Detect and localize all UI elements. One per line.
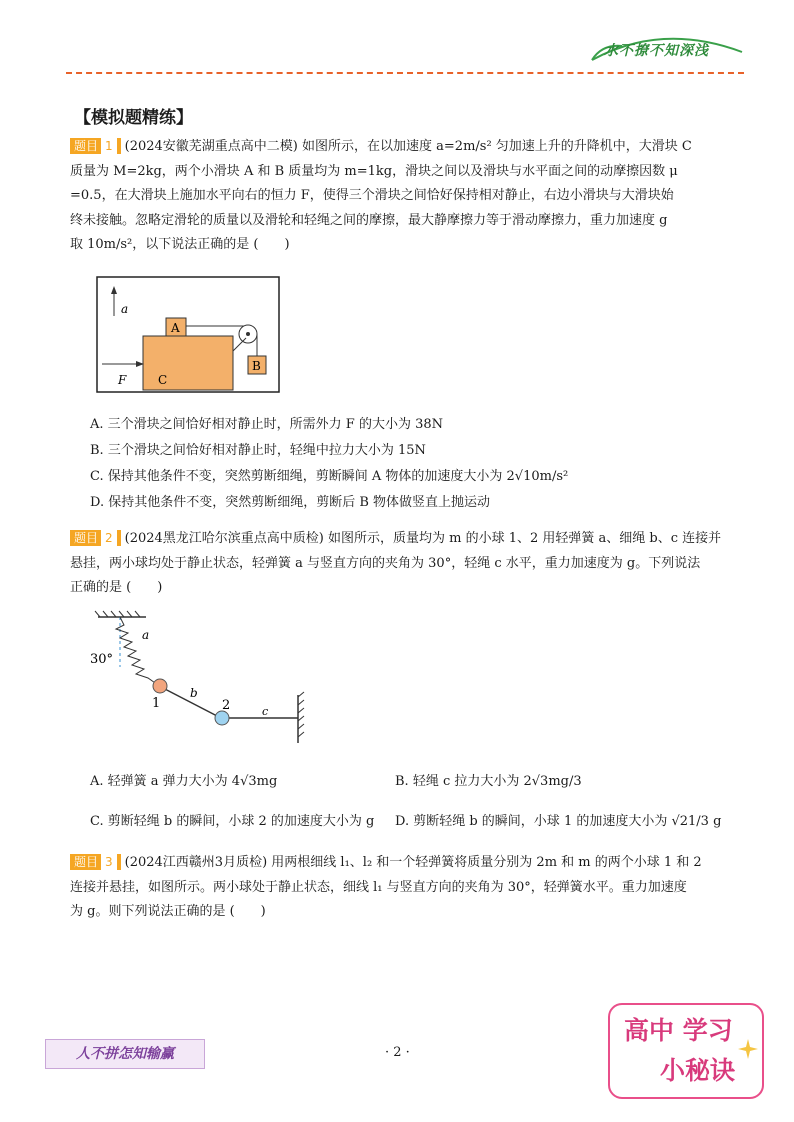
q1-option-b: B. 三个滑块之间恰好相对静止时，轻绳中拉力大小为 15N bbox=[90, 443, 426, 458]
block-c bbox=[143, 336, 233, 390]
question-3-line: 为 g。则下列说法正确的是 ( ) bbox=[70, 904, 266, 920]
question-2-line: 正确的是 ( ) bbox=[70, 580, 163, 596]
q2-option-c: C. 剪断轻绳 b 的瞬间，小球 2 的加速度大小为 g bbox=[90, 814, 375, 829]
q2-figure-spring-balls bbox=[86, 605, 311, 745]
q2-option-d: D. 剪断轻绳 b 的瞬间，小球 1 的加速度大小为 √21/3 g bbox=[395, 814, 722, 829]
label-block-a: A bbox=[171, 321, 180, 335]
label-angle: 30° bbox=[90, 652, 114, 667]
label-c: c bbox=[262, 705, 269, 718]
label-a: a bbox=[121, 302, 129, 316]
q2-option-b: B. 轻绳 c 拉力大小为 2√3mg/3 bbox=[395, 774, 582, 789]
question-3-line: 连接并悬挂，如图所示。两小球处于静止状态，细线 l₁ 与竖直方向的夹角为 30°，轻弹簧水平。重力加速度 bbox=[70, 879, 687, 895]
label-a: a bbox=[142, 628, 150, 642]
section-title: 【模拟题精练】 bbox=[74, 108, 193, 128]
question-1-line: 终未接触。忽略定滑轮的质量以及滑轮和轻绳之间的摩擦，最大静摩擦力等于滑动摩擦力，重力加速度 g bbox=[70, 212, 668, 228]
label-block-b: B bbox=[252, 359, 261, 373]
footer-motto: 人不拼怎知输赢 bbox=[45, 1039, 205, 1069]
question-1-line: 题目 1 (2024安徽芜湖重点高中二模) 如图所示，在以加速度 a=2m/s² 匀加速上升的升降机中，大滑块 C bbox=[70, 135, 730, 160]
question-3-line: 题目 3 (2024江西赣州3月质检) 用两根细线 l₁、l₂ 和一个轻弹簧将质量分别为 2m 和 m 的两个小球 1 和 2 bbox=[70, 851, 730, 876]
ball-2 bbox=[215, 711, 229, 725]
badge-line-2: 小秘诀 bbox=[660, 1056, 736, 1085]
question-tag: 题目 2 bbox=[70, 530, 121, 546]
label-ball-2: 2 bbox=[222, 698, 231, 713]
question-1-line: =0.5，在大滑块上施加水平向右的恒力 F，使得三个滑块之间恰好保持相对静止，右边小滑块与大滑块始 bbox=[70, 188, 674, 204]
question-1 bbox=[70, 135, 730, 258]
label-block-c: C bbox=[158, 373, 168, 387]
ball-1 bbox=[153, 679, 167, 693]
label-b: b bbox=[190, 686, 198, 700]
question-tag: 题目 1 bbox=[70, 138, 121, 154]
q2-option-a: A. 轻弹簧 a 弹力大小为 4√3mg bbox=[90, 774, 278, 789]
study-tips-badge bbox=[608, 1003, 764, 1099]
q1-option-a: A. 三个滑块之间恰好相对静止时，所需外力 F 的大小为 38N bbox=[90, 417, 443, 432]
sparkle-icon bbox=[738, 1039, 758, 1059]
label-f: F bbox=[118, 373, 127, 387]
question-1-line: 取 10m/s²，以下说法正确的是 ( ) bbox=[70, 237, 290, 253]
q1-option-c: C. 保持其他条件不变，突然剪断细绳，剪断瞬间 A 物体的加速度大小为 2√10m/s² bbox=[90, 469, 569, 484]
q1-option-d: D. 保持其他条件不变，突然剪断细绳，剪断后 B 物体做竖直上抛运动 bbox=[90, 495, 491, 510]
header-divider bbox=[66, 72, 744, 74]
spring-a bbox=[116, 617, 158, 685]
question-tag: 题目 3 bbox=[70, 854, 121, 870]
pulley-bracket bbox=[233, 338, 246, 351]
header-motto-text: 水不撩不知深浅 bbox=[604, 43, 709, 59]
page-number: · 2 · bbox=[385, 1045, 410, 1060]
header-motto bbox=[582, 30, 752, 70]
q1-figure-elevator bbox=[96, 276, 281, 394]
label-ball-1: 1 bbox=[152, 696, 161, 711]
question-2-line: 悬挂，两小球均处于静止状态，轻弹簧 a 与竖直方向的夹角为 30°，轻绳 c 水平，重力加速度为 g。下列说法 bbox=[70, 555, 701, 571]
badge-line-1: 高中 学习 bbox=[624, 1016, 733, 1045]
question-3 bbox=[70, 851, 730, 925]
question-1-line: 质量为 M=2kg，两个小滑块 A 和 B 质量均为 m=1kg，滑块之间以及滑块与水平面之间的动摩擦因数 μ bbox=[70, 163, 678, 179]
question-2-line: 题目 2 (2024黑龙江哈尔滨重点高中质检) 如图所示，质量均为 m 的小球 1、2 用轻弹簧 a、细绳 b、c 连接并 bbox=[70, 527, 730, 552]
question-2 bbox=[70, 527, 730, 601]
